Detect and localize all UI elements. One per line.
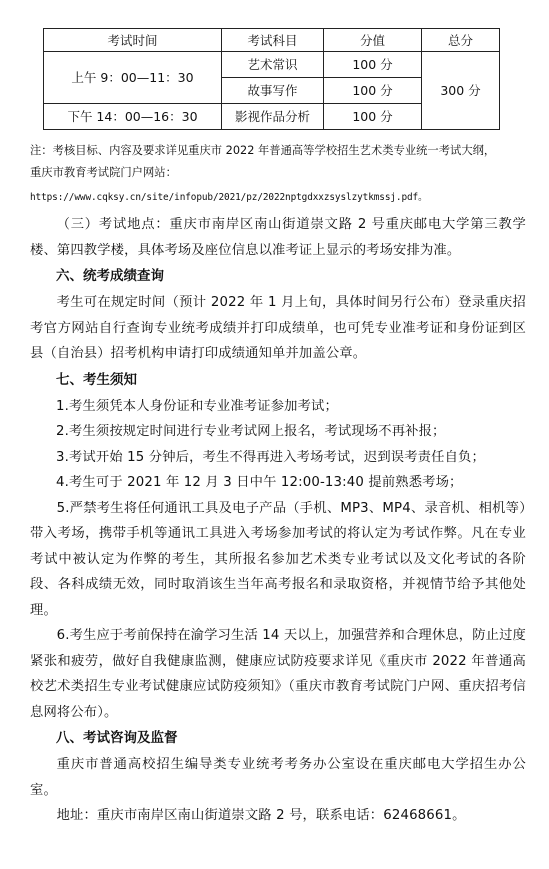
cell-total: 300 分 (422, 52, 500, 130)
exam-schedule-table (43, 28, 500, 130)
note-line: 重庆市教育考试院门户网站： (30, 165, 177, 179)
document-body (30, 140, 526, 829)
table-header-row (44, 29, 500, 52)
section-7-title: 七、考生须知 (56, 371, 137, 388)
cell-subject: 艺术常识 (222, 52, 324, 78)
cell-score: 100 分 (324, 104, 422, 130)
note-line: 注：考核目标、内容及要求详见重庆市 2022 年普通高等学校招生艺术类专业统一考试大纲， (30, 144, 496, 157)
header-total: 总分 (422, 29, 500, 52)
header-exam-time: 考试时间 (44, 29, 222, 52)
cell-afternoon-time: 下午 14：00—16：30 (44, 104, 222, 130)
list-item: 5.严禁考生将任何通讯工具及电子产品（手机、MP3、MP4、录音机、相机等）带入考场，携带手机等通讯工具进入考场参加考试的将认定为考试作弊。凡在专业考试中被认定为作弊的考生，其所报名参加艺术类专业考试以及文化考试的各阶段、各科成绩无效，同时取消该生当年高考报名和录取资格，并视情节给予其他处理。 (30, 500, 526, 618)
cell-subject: 故事写作 (222, 78, 324, 104)
header-score: 分值 (324, 29, 422, 52)
section-8-title: 八、考试咨询及监督 (56, 730, 178, 746)
section-6-title: 六、统考成绩查询 (56, 268, 164, 284)
note-url: https://www.cqksy.cn/site/infopub/2021/pz/2022nptgdxxzsyslzytkmssj.pdf。 (30, 192, 428, 203)
exam-location-paragraph: （三）考试地点：重庆市南岸区南山街道崇文路 2 号重庆邮电大学第三教学楼、第四教学楼，具体考场及座位信息以准考证上显示的考场安排为准。 (30, 217, 526, 258)
list-item: 4.考生可于 2021 年 12 月 3 日中午 12:00-13:40 提前熟悉考场； (56, 475, 463, 490)
list-item: 2.考生须按规定时间进行专业考试网上报名，考试现场不再补报； (56, 424, 446, 439)
header-exam-subject: 考试科目 (222, 29, 324, 52)
cell-subject: 影视作品分析 (222, 104, 324, 130)
list-item: 3.考试开始 15 分钟后，考生不得再进入考场考试，迟到误考责任自负； (56, 449, 485, 465)
cell-score: 100 分 (324, 52, 422, 78)
section-8-address: 地址：重庆市南岸区南山街道崇文路 2 号，联系电话：62468661。 (56, 808, 466, 823)
table-row (44, 52, 500, 78)
cell-score: 100 分 (324, 78, 422, 104)
section-6-paragraph: 考生可在规定时间（预计 2022 年 1 月上旬，具体时间另行公布）登录重庆招考官方网站自行查询专业统考成绩并打印成绩单，也可凭专业准考证和身份证到区县（自治县）招考机构申请打印成绩通知单并加盖公章。 (30, 295, 526, 361)
cell-morning-time: 上午 9：00—11：30 (44, 52, 222, 104)
list-item: 6.考生应于考前保持在渝学习生活 14 天以上，加强营养和合理休息，防止过度紧张和疲劳，做好自我健康监测，健康应试防疫要求详见《重庆市 2022 年普通高校艺术类招生专业考试健康应试防疫须知》（重庆市教育考试院门户网、重庆招考信息网将公布）。 (30, 628, 526, 720)
section-8-paragraph: 重庆市普通高校招生编导类专业统考考务办公室设在重庆邮电大学招生办公室。 (30, 757, 526, 798)
list-item: 1.考生须凭本人身份证和专业准考证参加考试； (56, 398, 338, 414)
